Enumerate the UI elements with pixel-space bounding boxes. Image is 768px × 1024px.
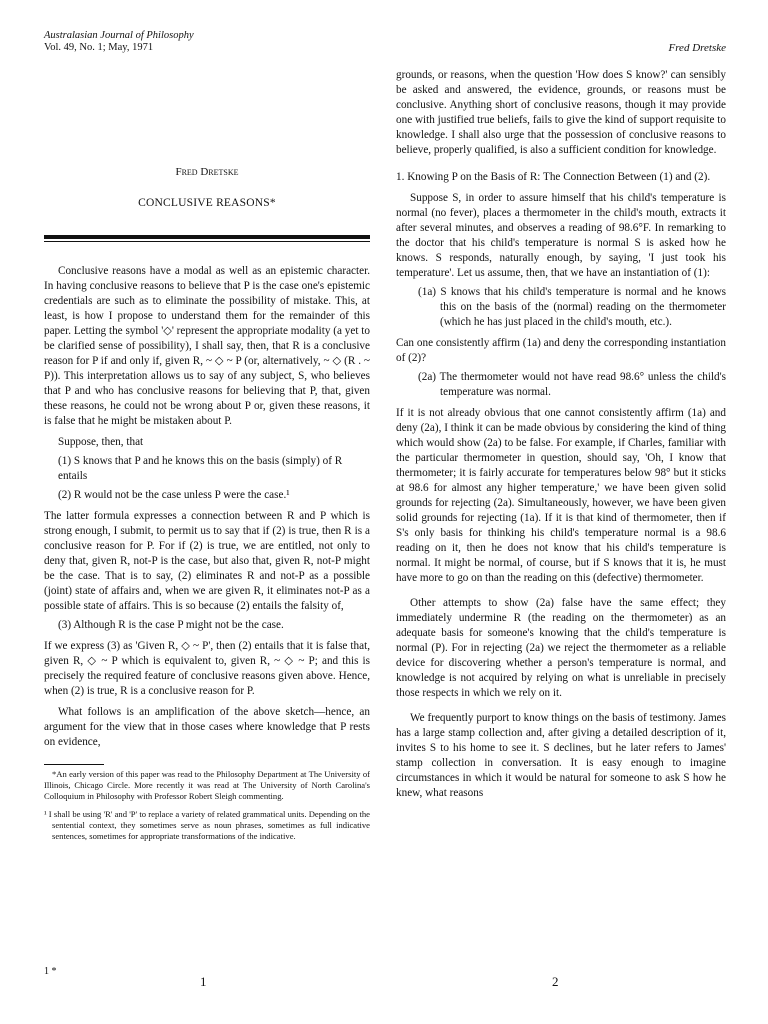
body-paragraph: grounds, or reasons, when the question 'How does S know?' can sensibly be asked and answered, the evidence, grounds, or reasons must be conclusive. Anything short of conclusive reasons, though it may provide one with justified true beliefs, fails to give the kind of support requisite to knowledge. I shall also urge that the possession of conclusive reasons to believe, properly qualified, is also a sufficient condition for knowledge.	[396, 69, 726, 156]
numbered-statement-3: (3) Although R is the case P might not be the case.	[58, 619, 284, 631]
page-number-left: 1	[200, 974, 207, 989]
paper-title: CONCLUSIVE REASONS*	[138, 197, 276, 209]
section-heading: 1. Knowing P on the Basis of R: The Connection Between (1) and (2).	[396, 171, 711, 183]
right-page	[384, 0, 768, 1024]
author-name: Fred Dretske	[175, 166, 239, 178]
body-paragraph: Can one consistently affirm (1a) and deny the corresponding instantiation of (2)?	[396, 337, 726, 364]
title-rule-thick	[44, 235, 370, 239]
body-paragraph: Conclusive reasons have a modal as well as an epistemic character. In having conclusive reasons to believe that P is the case one's epistemic credentials are such as to eliminate the possibility of mistake. This, at least, is how I propose to understand them for the remainder of this paper. Letting the symbol '◇' represent the appropriate modality (a yet to be clarified sense of possibility), I shall say, then, that R is a conclusive reason for P if and only if, given R, ~ ◇ ~ P (or, alternatively, ~ ◇ (R . ~ P)). This interpretation allows us to say of any subject, S, who believes that P and who has conclusive reasons for believing that P, that, given these reasons, he could not be wrong about P or, given these reasons, it is false that he might be mistaken about P.	[44, 265, 370, 427]
body-paragraph: If we express (3) as 'Given R, ◇ ~ P', then (2) entails that it is false that, given R, ◇ ~ P which is equivalent to, given R, ~ ◇ ~ P; and this is precisely the required feature of conclusive reasons given above. Hence, when (2) is true, R is a conclusive reason for P.	[44, 640, 370, 697]
page-number-right: 2	[552, 974, 559, 989]
bottom-marks: 1 *	[44, 966, 57, 977]
body-paragraph: If it is not already obvious that one cannot consistently affirm (1a) and deny (2a), I think it can be made obvious by considering the kind of thing which would show (2a) to be false. For example, if Charles, familiar with the particular thermometer in question, should say, 'Oh, I know that thermometer; it is fairly accurate for temperatures below 98° but it sticks at 98.6 for almost any higher temperature,' we have been given solid grounds for rejecting (2a). Simultaneously, however, we have been given solid grounds for rejecting (1a). If it is that kind of thermometer, then if S's only basis for thinking his child's temperature normal is a 98.6 reading on it, then he does not know that his child's temperature is normal. It might be normal, of course, but if S knows that it is, he must have more to go on than the reading on this (defective) thermometer.	[396, 407, 726, 584]
statement-1a: (1a) S knows that his child's temperature is normal and he knows this on the basis of the (normal) reading on the thermometer (which he has just placed in the child's mouth, etc.).	[418, 286, 726, 328]
numbered-statement-1: (1) S knows that P and he knows this on the basis (simply) of R entails	[58, 455, 343, 482]
body-paragraph: Other attempts to show (2a) false have the same effect; they immediately undermine R (the reading on the thermometer) as an adequate basis for someone's knowing that the child's temperature is normal (P). For in rejecting (2a) we reject the thermometer as a reliable device for discovering whether a person's temperature is normal, and knowledge is not acquired by relying on what is unreliable in precisely those respects in which we rely on it.	[396, 597, 726, 699]
body-paragraph: Suppose S, in order to assure himself that his child's temperature is normal (no fever), places a thermometer in the child's mouth, extracts it after several minutes, and observes a reading of 98.6°F. In remarking to the doctor that his child's temperature is normal S is asked how he knows. S responds, naturally enough, by saying, 'I just took his temperature'. Let us assume, then, that we have an instantiation of (1):	[396, 192, 726, 279]
footnote-1: ¹ I shall be using 'R' and 'P' to replace a variety of related grammatical units. Depending on the sentential context, they sometimes serve as noun phrases, sometimes as full indicative sentences, sometimes for appropriate transformations of the indicative.	[44, 809, 370, 841]
footnote-star: *An early version of this paper was read to the Philosophy Department at The University of Illinois, Chicago Circle. More recently it was read at The University of North Carolina's Colloquium in Philosophy with Professor Robert Sleigh commenting.	[44, 769, 370, 801]
body-paragraph: Suppose, then, that	[58, 436, 144, 448]
journal-name: Australasian Journal of Philosophy	[44, 30, 194, 41]
body-paragraph: We frequently purport to know things on the basis of testimony. James has a large stamp collection and, after giving a detailed description of it, invites S to his home to see it. S declines, but he later refers to James' stamp collection in conversation. It is easy enough to imagine circumstances in which it would be natural for someone to ask S how he knew, what reasons	[396, 712, 726, 799]
body-paragraph: What follows is an amplification of the above sketch—hence, an argument for the view that in those cases where knowledge that P rests on evidence,	[44, 706, 370, 748]
numbered-statement-2: (2) R would not be the case unless P were the case.¹	[58, 489, 290, 501]
statement-2a: (2a) The thermometer would not have read 98.6° unless the child's temperature was normal.	[418, 371, 726, 398]
body-paragraph: The latter formula expresses a connection between R and P which is strong enough, I submit, to permit us to say that if (2) is true, then R is a conclusive reason for P. For if (2) is true, we are entitled, not only to deny that, given R, not-P is the case, but also that, given R, not-P might be the case. That is to say, (2) eliminates R and not-P as a possible (joint) state of affairs and, when we are given R, it eliminates not-P as a possible state of affairs. This is so because (2) entails the falsity of,	[44, 510, 370, 612]
footnote-rule	[44, 764, 104, 765]
running-head: Fred Dretske	[668, 42, 726, 54]
title-rule-thin	[44, 241, 370, 242]
journal-volume: Vol. 49, No. 1; May, 1971	[44, 42, 154, 53]
